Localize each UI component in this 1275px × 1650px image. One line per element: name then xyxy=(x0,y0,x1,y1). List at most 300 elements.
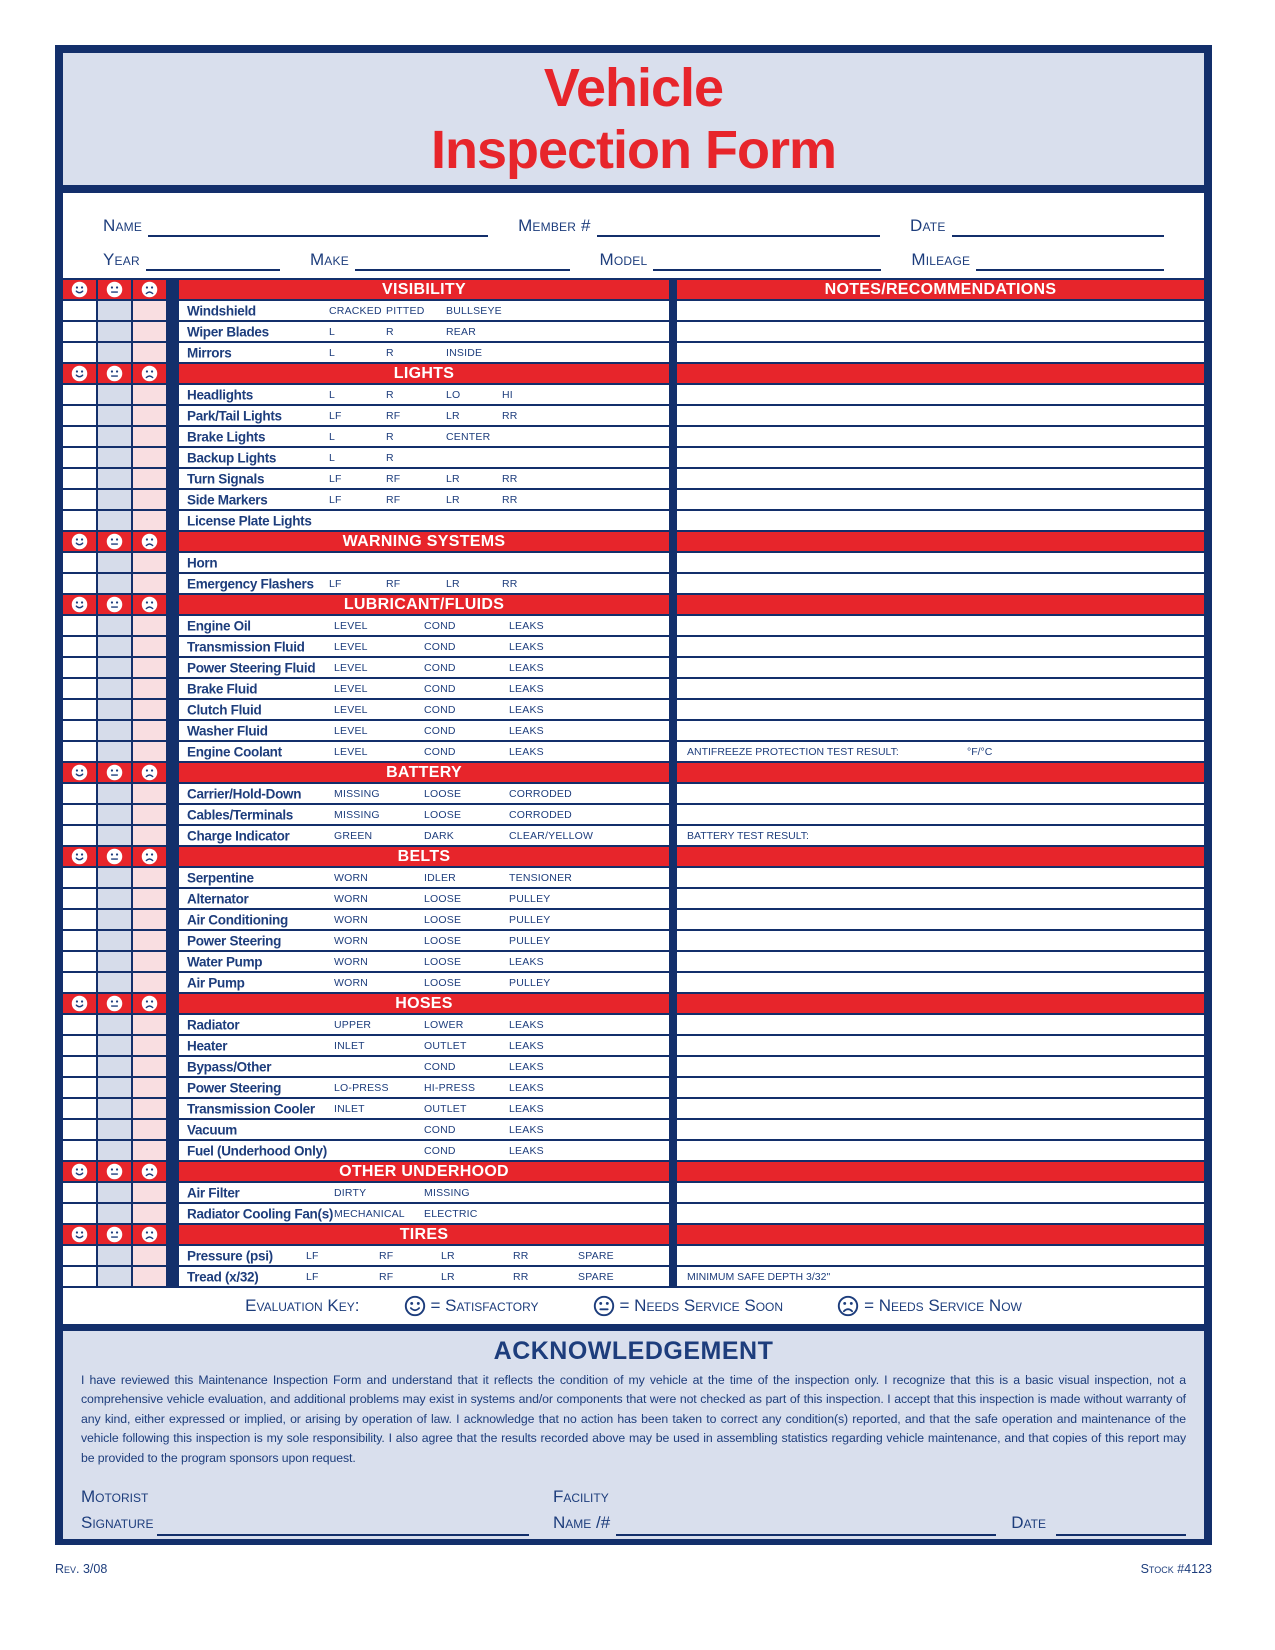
condition-label: RR xyxy=(502,409,518,422)
condition-label: LEVEL xyxy=(334,619,368,632)
status-cell-satisfactory[interactable] xyxy=(63,490,98,511)
status-cell-satisfactory[interactable] xyxy=(63,931,98,952)
vertical-divider xyxy=(669,1162,677,1183)
condition-label: REAR xyxy=(446,325,476,338)
status-cell-needs-service-now[interactable] xyxy=(133,910,168,931)
status-cell-needs-service-now[interactable] xyxy=(133,952,168,973)
condition-label: LOOSE xyxy=(424,892,462,905)
inspection-row xyxy=(63,826,1204,847)
vertical-divider xyxy=(168,1078,179,1099)
vertical-divider xyxy=(669,427,677,448)
satisfactory-column-header xyxy=(63,994,98,1015)
status-cell-needs-service-now[interactable] xyxy=(133,658,168,679)
condition-label: L xyxy=(329,346,336,359)
status-cell-needs-service-now[interactable] xyxy=(133,427,168,448)
status-cell-needs-service-now[interactable] xyxy=(133,1078,168,1099)
stock-number-label: Stock #4123 xyxy=(1140,1562,1212,1576)
vertical-divider xyxy=(669,1120,677,1141)
vertical-divider xyxy=(168,910,179,931)
notes-cell[interactable] xyxy=(677,490,1204,511)
notes-cell[interactable] xyxy=(677,1036,1204,1057)
condition-label: LF xyxy=(306,1270,319,1283)
vertical-divider xyxy=(168,721,179,742)
status-cell-needs-service-soon[interactable] xyxy=(98,1204,133,1225)
notes-recommendations-header: NOTES/RECOMMENDATIONS xyxy=(677,280,1204,301)
status-cell-satisfactory[interactable] xyxy=(63,868,98,889)
signature-date-line[interactable] xyxy=(1056,1512,1186,1536)
condition-label: COND xyxy=(424,745,456,758)
status-cell-needs-service-now[interactable] xyxy=(133,826,168,847)
status-cell-satisfactory[interactable] xyxy=(63,448,98,469)
satisfactory-column-header xyxy=(63,364,98,385)
satisfactory-column-header xyxy=(63,532,98,553)
condition-label: LEAKS xyxy=(509,1060,544,1073)
condition-label: LEVEL xyxy=(334,745,368,758)
condition-label: LEVEL xyxy=(334,661,368,674)
notes-cell[interactable] xyxy=(677,343,1204,364)
condition-label: L xyxy=(329,451,336,464)
notes-cell[interactable] xyxy=(677,952,1204,973)
notes-cell[interactable] xyxy=(677,868,1204,889)
status-cell-satisfactory[interactable] xyxy=(63,889,98,910)
section-title: BATTERY xyxy=(179,763,669,784)
status-cell-satisfactory[interactable] xyxy=(63,679,98,700)
status-cell-satisfactory[interactable] xyxy=(63,1120,98,1141)
item-cell xyxy=(179,931,669,952)
status-cell-needs-service-soon[interactable] xyxy=(98,301,133,322)
status-cell-satisfactory[interactable] xyxy=(63,322,98,343)
item-label: Pressure (psi) xyxy=(187,1248,273,1263)
sad-face-icon xyxy=(141,995,158,1012)
vertical-divider xyxy=(168,679,179,700)
status-cell-needs-service-soon[interactable] xyxy=(98,574,133,595)
condition-label: COND xyxy=(424,703,456,716)
inspection-table xyxy=(63,278,1204,1288)
section-title: VISIBILITY xyxy=(179,280,669,301)
status-cell-needs-service-soon[interactable] xyxy=(98,742,133,763)
status-cell-satisfactory[interactable] xyxy=(63,742,98,763)
notes-cell[interactable] xyxy=(677,1183,1204,1204)
status-cell-needs-service-soon[interactable] xyxy=(98,721,133,742)
status-cell-needs-service-now[interactable] xyxy=(133,721,168,742)
member-number-label: Member # xyxy=(518,216,591,235)
condition-label: LEAKS xyxy=(509,682,544,695)
item-cell xyxy=(179,889,669,910)
status-cell-needs-service-now[interactable] xyxy=(133,1057,168,1078)
status-cell-needs-service-soon[interactable] xyxy=(98,490,133,511)
mileage-input-line[interactable] xyxy=(976,251,1164,271)
condition-label: LEAKS xyxy=(509,724,544,737)
status-cell-satisfactory[interactable] xyxy=(63,1246,98,1267)
notes-cell[interactable] xyxy=(677,721,1204,742)
status-cell-needs-service-now[interactable] xyxy=(133,1036,168,1057)
happy-face-icon xyxy=(71,848,88,865)
condition-label: LEVEL xyxy=(334,682,368,695)
inspection-row xyxy=(63,637,1204,658)
status-cell-needs-service-soon[interactable] xyxy=(98,1183,133,1204)
vertical-divider xyxy=(669,784,677,805)
notes-cell[interactable] xyxy=(677,1099,1204,1120)
section-title: WARNING SYSTEMS xyxy=(179,532,669,553)
vertical-divider xyxy=(669,1141,677,1162)
status-cell-needs-service-soon[interactable] xyxy=(98,868,133,889)
status-cell-needs-service-soon[interactable] xyxy=(98,448,133,469)
item-label: Mirrors xyxy=(187,345,232,360)
status-cell-satisfactory[interactable] xyxy=(63,1204,98,1225)
vertical-divider xyxy=(669,301,677,322)
status-cell-needs-service-now[interactable] xyxy=(133,1246,168,1267)
status-cell-needs-service-soon[interactable] xyxy=(98,1036,133,1057)
item-label: Horn xyxy=(187,555,218,570)
notes-cell[interactable] xyxy=(677,574,1204,595)
note-unit-label: °F/°C xyxy=(967,745,993,758)
status-cell-needs-service-now[interactable] xyxy=(133,868,168,889)
item-cell xyxy=(179,1267,669,1288)
notes-cell[interactable] xyxy=(677,637,1204,658)
item-label: Brake Fluid xyxy=(187,681,258,696)
inspection-row xyxy=(63,511,1204,532)
status-cell-needs-service-soon[interactable] xyxy=(98,889,133,910)
status-cell-needs-service-soon[interactable] xyxy=(98,826,133,847)
condition-label: HI xyxy=(502,388,513,401)
notes-cell[interactable] xyxy=(677,826,1204,847)
status-cell-needs-service-soon[interactable] xyxy=(98,1078,133,1099)
notes-header-cell xyxy=(677,532,1204,553)
status-cell-satisfactory[interactable] xyxy=(63,1267,98,1288)
notes-cell[interactable] xyxy=(677,1057,1204,1078)
item-cell xyxy=(179,1183,669,1204)
status-cell-needs-service-now[interactable] xyxy=(133,490,168,511)
status-cell-needs-service-soon[interactable] xyxy=(98,910,133,931)
status-cell-needs-service-soon[interactable] xyxy=(98,784,133,805)
item-label: Engine Coolant xyxy=(187,744,282,759)
status-cell-satisfactory[interactable] xyxy=(63,805,98,826)
condition-label: LR xyxy=(446,493,460,506)
signature-date-label: Date xyxy=(1011,1513,1046,1533)
status-cell-satisfactory[interactable] xyxy=(63,616,98,637)
item-cell xyxy=(179,1036,669,1057)
status-cell-satisfactory[interactable] xyxy=(63,406,98,427)
condition-label: IDLER xyxy=(424,871,456,884)
item-cell xyxy=(179,1204,669,1225)
status-cell-needs-service-soon[interactable] xyxy=(98,1057,133,1078)
year-input-line[interactable] xyxy=(146,251,280,271)
status-cell-needs-service-soon[interactable] xyxy=(98,952,133,973)
status-cell-needs-service-now[interactable] xyxy=(133,385,168,406)
status-cell-needs-service-now[interactable] xyxy=(133,343,168,364)
condition-label: WORN xyxy=(334,892,369,905)
notes-cell[interactable] xyxy=(677,910,1204,931)
inspection-row xyxy=(63,784,1204,805)
notes-cell[interactable] xyxy=(677,658,1204,679)
status-cell-needs-service-soon[interactable] xyxy=(98,931,133,952)
status-cell-needs-service-now[interactable] xyxy=(133,553,168,574)
status-cell-satisfactory[interactable] xyxy=(63,910,98,931)
mileage-label: Mileage xyxy=(911,250,971,269)
condition-label: COND xyxy=(424,619,456,632)
vertical-divider xyxy=(168,952,179,973)
status-cell-needs-service-now[interactable] xyxy=(133,1141,168,1162)
condition-label: WORN xyxy=(334,976,369,989)
status-cell-satisfactory[interactable] xyxy=(63,301,98,322)
inspection-row xyxy=(63,1057,1204,1078)
notes-cell[interactable] xyxy=(677,301,1204,322)
notes-cell[interactable] xyxy=(677,427,1204,448)
status-cell-needs-service-soon[interactable] xyxy=(98,1267,133,1288)
status-cell-needs-service-now[interactable] xyxy=(133,931,168,952)
condition-label: CORRODED xyxy=(509,787,572,800)
status-cell-needs-service-now[interactable] xyxy=(133,742,168,763)
item-cell xyxy=(179,700,669,721)
notes-header-cell xyxy=(677,847,1204,868)
acknowledgement-body: I have reviewed this Maintenance Inspection Form and understand that it reflects the condition of my vehicle at the time of the inspection only. I recognize that this is a basic visual inspection, not a comprehensive vehicle evaluation, and additional problems may exist in systems and/or components that were not checked as part of this inspection. I accept that this inspection is made without warranty of any kind, either expressed or implied, or arising by operation of law. I acknowledge that no action has been taken to correct any condition(s) reported, and that the safe operation and maintenance of the vehicle following this inspection is my sole responsibility. I also agree that the results recorded above may be used in assembling statistics regarding vehicle maintenance, and that copies of this report may be provided to the program sponsors upon request. xyxy=(81,1373,1186,1465)
status-cell-needs-service-now[interactable] xyxy=(133,322,168,343)
status-cell-needs-service-now[interactable] xyxy=(133,1183,168,1204)
status-cell-satisfactory[interactable] xyxy=(63,826,98,847)
notes-cell[interactable] xyxy=(677,931,1204,952)
condition-label: L xyxy=(329,388,336,401)
status-cell-satisfactory[interactable] xyxy=(63,385,98,406)
notes-cell[interactable] xyxy=(677,1267,1204,1288)
status-cell-needs-service-soon[interactable] xyxy=(98,973,133,994)
status-cell-needs-service-now[interactable] xyxy=(133,1120,168,1141)
condition-label: LR xyxy=(446,409,460,422)
status-cell-needs-service-now[interactable] xyxy=(133,637,168,658)
vertical-divider xyxy=(168,826,179,847)
status-cell-needs-service-now[interactable] xyxy=(133,1267,168,1288)
condition-label: MISSING xyxy=(424,1186,470,1199)
condition-label: LEAKS xyxy=(509,1102,544,1115)
inspection-row xyxy=(63,700,1204,721)
make-label: Make xyxy=(309,250,349,269)
vertical-divider xyxy=(168,742,179,763)
sad-face-icon xyxy=(141,848,158,865)
vertical-divider xyxy=(168,1162,179,1183)
vertical-divider xyxy=(669,994,677,1015)
item-label: Engine Oil xyxy=(187,618,251,633)
status-cell-needs-service-soon[interactable] xyxy=(98,616,133,637)
facility-name-line[interactable] xyxy=(616,1512,996,1536)
status-cell-needs-service-soon[interactable] xyxy=(98,343,133,364)
status-cell-needs-service-now[interactable] xyxy=(133,679,168,700)
status-cell-needs-service-now[interactable] xyxy=(133,1204,168,1225)
status-cell-needs-service-soon[interactable] xyxy=(98,1015,133,1036)
status-cell-satisfactory[interactable] xyxy=(63,1183,98,1204)
notes-cell[interactable] xyxy=(677,742,1204,763)
notes-cell[interactable] xyxy=(677,889,1204,910)
status-cell-needs-service-soon[interactable] xyxy=(98,427,133,448)
status-cell-satisfactory[interactable] xyxy=(63,1078,98,1099)
notes-cell[interactable] xyxy=(677,1078,1204,1099)
status-cell-needs-service-soon[interactable] xyxy=(98,553,133,574)
condition-label: L xyxy=(329,430,336,443)
status-cell-needs-service-now[interactable] xyxy=(133,889,168,910)
vertical-divider xyxy=(168,322,179,343)
status-cell-needs-service-soon[interactable] xyxy=(98,322,133,343)
status-cell-needs-service-soon[interactable] xyxy=(98,1246,133,1267)
item-cell xyxy=(179,658,669,679)
make-input-line[interactable] xyxy=(355,251,570,271)
status-cell-satisfactory[interactable] xyxy=(63,658,98,679)
item-label: Transmission Fluid xyxy=(187,639,305,654)
inspection-row xyxy=(63,553,1204,574)
inspection-row xyxy=(63,385,1204,406)
satisfactory-column-header xyxy=(63,280,98,301)
vertical-divider xyxy=(669,973,677,994)
status-cell-needs-service-soon[interactable] xyxy=(98,385,133,406)
status-cell-needs-service-now[interactable] xyxy=(133,973,168,994)
condition-label: LEAKS xyxy=(509,640,544,653)
neutral-face-icon xyxy=(106,1226,123,1243)
notes-cell[interactable] xyxy=(677,322,1204,343)
status-cell-satisfactory[interactable] xyxy=(63,469,98,490)
status-cell-needs-service-soon[interactable] xyxy=(98,700,133,721)
status-cell-needs-service-now[interactable] xyxy=(133,448,168,469)
inspection-row xyxy=(63,889,1204,910)
section-title: TIRES xyxy=(179,1225,669,1246)
item-cell xyxy=(179,385,669,406)
condition-label: LR xyxy=(441,1249,455,1262)
condition-label: WORN xyxy=(334,955,369,968)
status-cell-satisfactory[interactable] xyxy=(63,1141,98,1162)
status-cell-needs-service-now[interactable] xyxy=(133,301,168,322)
condition-label: LEAKS xyxy=(509,1081,544,1094)
item-label: Fuel (Underhood Only) xyxy=(187,1143,327,1158)
condition-label: RF xyxy=(379,1270,394,1283)
needs-service-now-column-header xyxy=(133,1225,168,1246)
notes-cell[interactable] xyxy=(677,1246,1204,1267)
condition-label: LEAKS xyxy=(509,1018,544,1031)
notes-cell[interactable] xyxy=(677,1141,1204,1162)
item-cell xyxy=(179,1141,669,1162)
motorist-signature-line[interactable] xyxy=(157,1512,529,1536)
notes-cell[interactable] xyxy=(677,385,1204,406)
status-cell-satisfactory[interactable] xyxy=(63,343,98,364)
condition-label: LF xyxy=(306,1249,319,1262)
status-cell-needs-service-soon[interactable] xyxy=(98,658,133,679)
notes-cell[interactable] xyxy=(677,448,1204,469)
item-label: Radiator Cooling Fan(s) xyxy=(187,1206,334,1221)
status-cell-needs-service-soon[interactable] xyxy=(98,637,133,658)
vertical-divider xyxy=(168,700,179,721)
status-cell-needs-service-now[interactable] xyxy=(133,784,168,805)
status-cell-satisfactory[interactable] xyxy=(63,700,98,721)
notes-cell[interactable] xyxy=(677,1204,1204,1225)
section-header-row xyxy=(63,847,1204,868)
status-cell-satisfactory[interactable] xyxy=(63,1099,98,1120)
status-cell-needs-service-soon[interactable] xyxy=(98,511,133,532)
form-title-panel xyxy=(63,53,1204,193)
notes-cell[interactable] xyxy=(677,553,1204,574)
status-cell-needs-service-soon[interactable] xyxy=(98,469,133,490)
status-cell-satisfactory[interactable] xyxy=(63,784,98,805)
vertical-divider xyxy=(168,427,179,448)
notes-cell[interactable] xyxy=(677,616,1204,637)
status-cell-satisfactory[interactable] xyxy=(63,1036,98,1057)
notes-header-cell xyxy=(677,364,1204,385)
status-cell-needs-service-now[interactable] xyxy=(133,511,168,532)
condition-label: LOOSE xyxy=(424,934,462,947)
notes-cell[interactable] xyxy=(677,406,1204,427)
status-cell-needs-service-now[interactable] xyxy=(133,1099,168,1120)
notes-cell[interactable] xyxy=(677,511,1204,532)
section-title: OTHER UNDERHOOD xyxy=(179,1162,669,1183)
name-input-line[interactable] xyxy=(148,217,488,237)
vertical-divider xyxy=(669,1099,677,1120)
notes-cell[interactable] xyxy=(677,973,1204,994)
status-cell-satisfactory[interactable] xyxy=(63,973,98,994)
condition-label: COND xyxy=(424,1060,456,1073)
status-cell-needs-service-now[interactable] xyxy=(133,406,168,427)
vertical-divider xyxy=(669,574,677,595)
notes-cell[interactable] xyxy=(677,469,1204,490)
status-cell-needs-service-soon[interactable] xyxy=(98,1141,133,1162)
status-cell-needs-service-soon[interactable] xyxy=(98,679,133,700)
notes-cell[interactable] xyxy=(677,1120,1204,1141)
status-cell-satisfactory[interactable] xyxy=(63,721,98,742)
date-input-line[interactable] xyxy=(952,217,1164,237)
status-cell-needs-service-soon[interactable] xyxy=(98,1099,133,1120)
motorist-signature-label: Motorist Signature xyxy=(81,1487,154,1533)
status-cell-needs-service-now[interactable] xyxy=(133,1015,168,1036)
condition-label: R xyxy=(386,325,394,338)
status-cell-satisfactory[interactable] xyxy=(63,1015,98,1036)
status-cell-satisfactory[interactable] xyxy=(63,553,98,574)
condition-label: COND xyxy=(424,724,456,737)
vertical-divider xyxy=(168,868,179,889)
member-number-input-line[interactable] xyxy=(597,217,880,237)
inspection-row xyxy=(63,973,1204,994)
status-cell-needs-service-now[interactable] xyxy=(133,616,168,637)
status-cell-satisfactory[interactable] xyxy=(63,427,98,448)
status-cell-satisfactory[interactable] xyxy=(63,574,98,595)
condition-label: R xyxy=(386,388,394,401)
info-row-2 xyxy=(103,237,1164,271)
status-cell-needs-service-soon[interactable] xyxy=(98,1120,133,1141)
condition-label: PULLEY xyxy=(509,913,551,926)
status-cell-satisfactory[interactable] xyxy=(63,511,98,532)
condition-label: LOOSE xyxy=(424,808,462,821)
status-cell-needs-service-now[interactable] xyxy=(133,469,168,490)
status-cell-needs-service-now[interactable] xyxy=(133,700,168,721)
status-cell-needs-service-now[interactable] xyxy=(133,574,168,595)
status-cell-needs-service-soon[interactable] xyxy=(98,805,133,826)
neutral-face-icon xyxy=(106,365,123,382)
vertical-divider xyxy=(168,1246,179,1267)
notes-cell[interactable] xyxy=(677,784,1204,805)
vertical-divider xyxy=(168,784,179,805)
condition-label: R xyxy=(386,430,394,443)
status-cell-needs-service-soon[interactable] xyxy=(98,406,133,427)
model-input-line[interactable] xyxy=(653,251,881,271)
item-cell xyxy=(179,406,669,427)
item-cell xyxy=(179,448,669,469)
notes-cell[interactable] xyxy=(677,1015,1204,1036)
condition-label: CENTER xyxy=(446,430,491,443)
status-cell-satisfactory[interactable] xyxy=(63,637,98,658)
inspection-row xyxy=(63,952,1204,973)
vertical-divider xyxy=(669,763,677,784)
notes-cell[interactable] xyxy=(677,679,1204,700)
status-cell-satisfactory[interactable] xyxy=(63,1057,98,1078)
condition-label: RR xyxy=(502,493,518,506)
status-cell-satisfactory[interactable] xyxy=(63,952,98,973)
condition-label: CORRODED xyxy=(509,808,572,821)
notes-cell[interactable] xyxy=(677,700,1204,721)
notes-cell[interactable] xyxy=(677,805,1204,826)
happy-face-icon xyxy=(71,764,88,781)
status-cell-needs-service-now[interactable] xyxy=(133,805,168,826)
